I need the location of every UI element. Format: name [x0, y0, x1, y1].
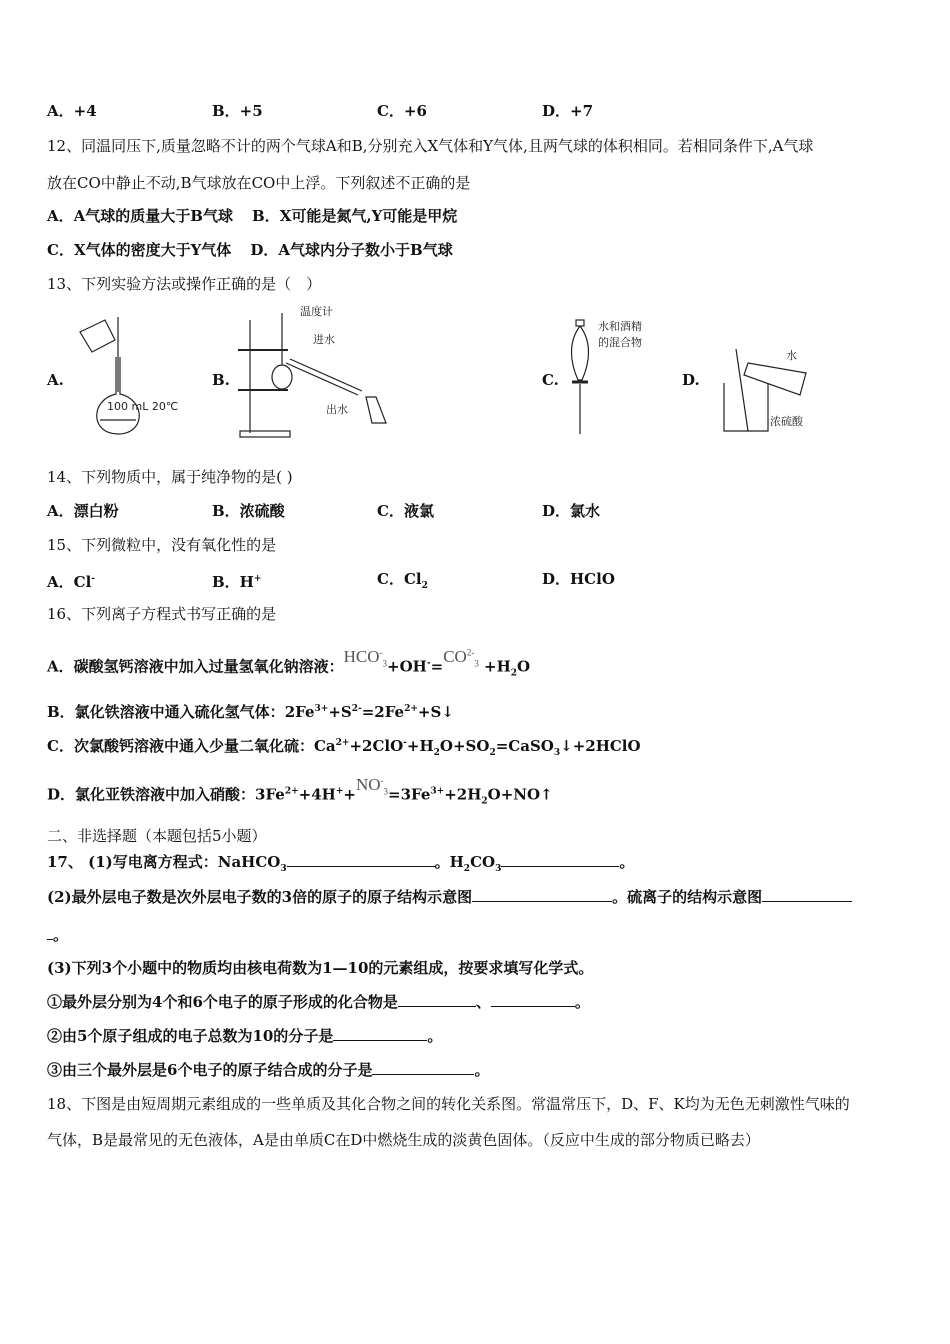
flask-label: 100 mL 20℃ [107, 400, 179, 413]
q18-stem-line1: 18、下图是由短周期元素组成的一些单质及其化合物之间的转化关系图。常温常压下，D、F、K均为无色无刺激性气味的 [47, 1095, 850, 1113]
answer-blank[interactable] [472, 887, 612, 902]
water-in-label: 进水 [313, 333, 335, 346]
section-2-heading: 二、非选择题（本题包括5小题） [47, 827, 267, 845]
distillation-figure [238, 305, 398, 440]
q15-option-c: C．$Cl_2$ [377, 570, 428, 591]
dilution-figure [718, 345, 838, 437]
answer-blank[interactable] [501, 852, 619, 867]
q12-option-a: A．A气球的质量大于B气球 [47, 207, 233, 225]
q17-item1: ①最外层分别为4个和6个电子的原子形成的化合物是 、 。 [47, 993, 590, 1011]
q17-part3: (3)下列3个小题中的物质均由核电荷数为1—10的元素组成，按要求填写化学式。 [47, 959, 594, 977]
mixture-label-2: 的混合物 [598, 336, 642, 349]
q17-item3: ③由三个最外层是6个电子的原子结合成的分子是 。 [47, 1061, 490, 1079]
q13-label-b: B. [212, 371, 230, 389]
q11-option-b: B．+5 [212, 102, 263, 120]
q17-part2-end: 。 [47, 925, 68, 945]
q13-label-c: C. [542, 371, 559, 389]
q14-stem: 14、下列物质中，属于纯净物的是( ) [47, 468, 293, 486]
q14-option-a: A．漂白粉 [47, 502, 119, 520]
answer-blank[interactable] [398, 992, 476, 1007]
mixture-label-1: 水和酒精 [598, 320, 642, 333]
answer-blank[interactable] [491, 992, 575, 1007]
thermometer-label: 温度计 [300, 305, 333, 318]
q12-option-b: B．X可能是氮气,Y可能是甲烷 [252, 207, 458, 225]
q17-item2: ②由5个原子组成的电子总数为10的分子是 。 [47, 1027, 443, 1045]
q11-option-c: C．+6 [377, 102, 427, 120]
q12-stem-line2: 放在CO中静止不动,B气球放在CO中上浮。下列叙述不正确的是 [47, 174, 471, 192]
separatory-funnel-figure [568, 312, 658, 438]
answer-blank[interactable] [333, 1026, 427, 1041]
q14-option-c: C．液氯 [377, 502, 434, 520]
q15-option-a: A．Cl- [47, 573, 96, 591]
water-label: 水 [786, 349, 797, 362]
q12-options-cd [47, 240, 453, 260]
volumetric-flask-figure [70, 312, 179, 438]
q17-part1: 17、 (1)写电离方程式：NaHCO$_3$ 。$H_2CO_3$ 。 [47, 853, 635, 874]
q16-stem: 16、下列离子方程式书写正确的是 [47, 605, 277, 623]
q12-option-d: D．A气球内分子数小于B气球 [250, 241, 453, 259]
q15-option-b: B．H+ [212, 573, 262, 591]
q13-label-d: D. [682, 371, 700, 389]
q16-option-a: A．碳酸氢钙溶液中加入过量氢氧化钠溶液：$HCO^-_3+OH^-=CO^{2-}_3 +H_2O$ [47, 646, 531, 679]
q12-stem-line1: 12、同温同压下,质量忽略不计的两个气球A和B,分别充入X气体和Y气体,且两气球的体积相同。若相同条件下,A气球 [47, 137, 814, 155]
answer-blank[interactable] [287, 852, 435, 867]
acid-label: 浓硫酸 [770, 415, 803, 428]
q16-option-c: C．次氯酸钙溶液中通入少量二氧化硫：$Ca^{2+}+2ClO^-+H_2O+SO_2=CaSO_3↓+2HClO$ [47, 737, 641, 758]
q15-option-d: D．HClO [542, 570, 615, 588]
q14-option-b: B．浓硫酸 [212, 502, 285, 520]
q11-option-d: D．+7 [542, 102, 594, 120]
q15-stem: 15、下列微粒中，没有氧化性的是 [47, 536, 277, 554]
answer-blank[interactable] [372, 1060, 474, 1075]
q13-label-a: A. [47, 371, 64, 389]
q16-option-d: D．氯化亚铁溶液中加入硝酸：$3Fe^{2+}+4H^++NO^-_3=3Fe^{3+}+2H_2O+NO↑$ [47, 774, 553, 807]
q11-option-a: A．+4 [47, 102, 97, 120]
water-out-label: 出水 [326, 403, 348, 416]
q17-part2: (2)最外层电子数是次外层电子数的3倍的原子的原子结构示意图 。硫离子的结构示意图 [47, 887, 852, 907]
answer-blank[interactable] [762, 887, 852, 902]
q16-option-b: B．氯化铁溶液中通入硫化氢气体：$2Fe^{3+}+S^{2-}=2Fe^{2+}+S↓$ [47, 703, 454, 721]
q18-stem-line2: 气体，B是最常见的无色液体，A是由单质C在D中燃烧生成的淡黄色固体。（反应中生成的部分物质已略去） [47, 1131, 760, 1149]
q12-options-ab [47, 206, 457, 226]
q12-option-c: C．X气体的密度大于Y气体 [47, 241, 232, 259]
q14-option-d: D．氯水 [542, 502, 601, 520]
q13-stem: 13、下列实验方法或操作正确的是（ ） [47, 275, 322, 293]
